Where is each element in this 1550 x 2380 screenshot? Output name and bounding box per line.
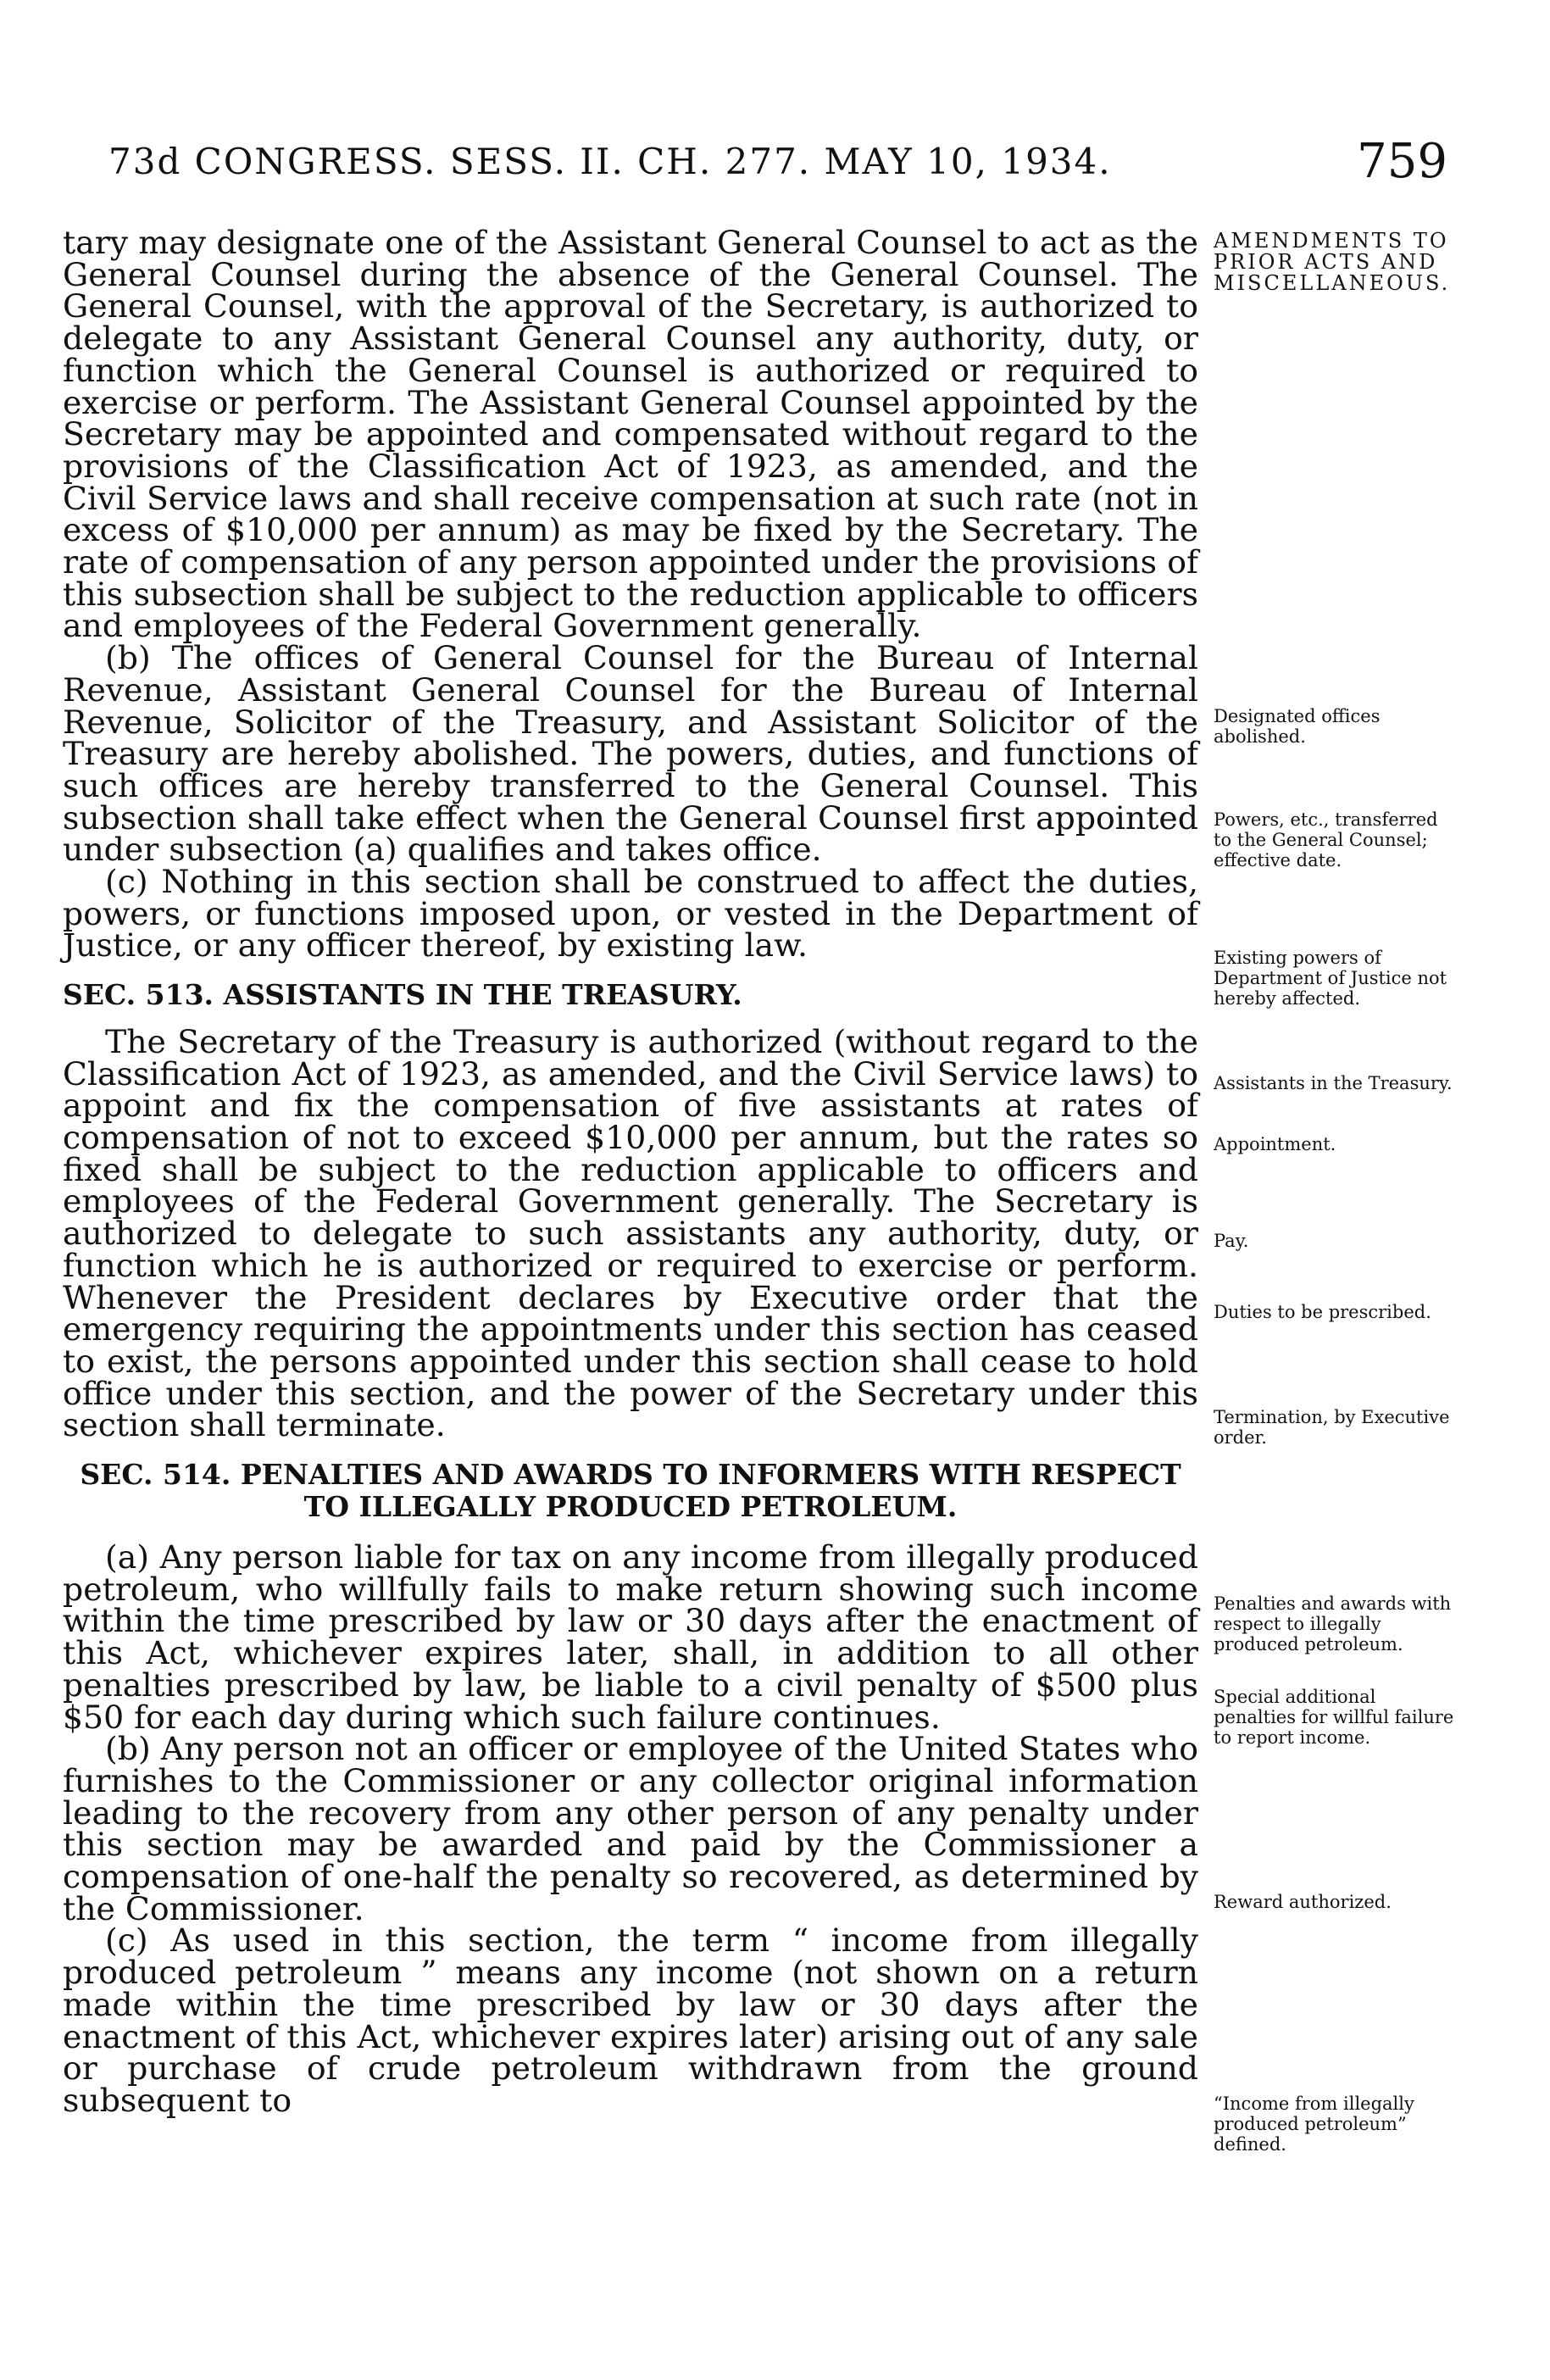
margin-note: Assistants in the Treasury. (1214, 1073, 1453, 1093)
margin-note: Penalties and awards with respect to illegally produced petroleum. (1214, 1593, 1452, 1654)
section-513-heading: SEC. 513. ASSISTANTS IN THE TREASURY. (63, 978, 742, 1012)
margin-title: AMENDMENTS TO PRIOR ACTS AND MISCELLANEOUS. (1214, 229, 1451, 295)
margin-note: Designated offices abolished. (1214, 706, 1381, 747)
margin-note: Appointment. (1214, 1134, 1336, 1154)
section-514-c: (c) As used in this section, the term “ income from illegally produced petroleum ” means any income (not shown on a return made within the time prescribed by law or 30 days after the enactment of this Act, whichever expires later) arising out of any sale or purchase of crude petroleum withdrawn from the ground subsequent to (63, 1921, 1198, 2119)
running-header (108, 134, 1447, 200)
body-text (63, 224, 1198, 2119)
margin-note: Existing powers of Department of Justice not hereby affected. (1214, 948, 1447, 1009)
running-head: 73d CONGRESS. SESS. II. CH. 277. MAY 10, 1934. (108, 141, 1112, 182)
section-514-heading: SEC. 514. PENALTIES AND AWARDS TO INFORMERS WITH RESPECT TO ILLEGALLY PRODUCED PETROLEUM. (80, 1458, 1181, 1524)
margin-note: Pay. (1214, 1231, 1249, 1251)
margin-note: Special additional penalties for willful failure to report income. (1214, 1687, 1454, 1748)
margin-note: “Income from illegally produced petroleum” defined. (1214, 2094, 1414, 2155)
margin-note: Duties to be prescribed. (1214, 1302, 1431, 1322)
paragraph-continued: tary may designate one of the Assistant General Counsel to act as the General Counsel during the absence of the General Counsel. The General Counsel, with the approval of the Secretary, is authorized to delegate to any Assistant General Counsel any authority, duty, or function which the General Counsel is authorized or required to exercise or perform. The Assistant General Counsel appointed by the Secretary may be appointed and compensated without regard to the provisions of the Classification Act of 1923, as amended, and the Civil Service laws and shall receive compensation at such rate (not in excess of $10,000 per annum) as may be fixed by the Secretary. The rate of compensation of any person appointed under the provisions of this subsection shall be subject to the reduction applicable to officers and employees of the Federal Government generally. (63, 224, 1198, 645)
page-number: 759 (1357, 134, 1447, 189)
section-514-a: (a) Any person liable for tax on any income from illegally produced petroleum, who willfully fails to make return showing such income within the time prescribed by law or 30 days after the enactment of this Act, whichever expires later, shall, in addition to all other penalties prescribed by law, be liable to a civil penalty of $500 plus $50 for each day during which such failure continues. (63, 1538, 1198, 1736)
margin-note: Termination, by Executive order. (1214, 1407, 1450, 1448)
margin-note: Reward authorized. (1214, 1892, 1392, 1912)
margin-note: Powers, etc., transferred to the General Counsel; effective date. (1214, 809, 1438, 870)
paragraph-b: (b) The offices of General Counsel for the Bureau of Internal Revenue, Assistant General Counsel for the Bureau of Internal Revenue, Solicitor of the Treasury, and Assistant Solicitor of the Treasury are hereby abolished. The powers, duties, and functions of such offices are hereby transferred to the General Counsel. This subsection shall take effect when the General Counsel first appointed under subsection (a) qualifies and takes office. (63, 639, 1198, 869)
section-513-text: The Secretary of the Treasury is authorized (without regard to the Classification Act of 1923, as amended, and the Civil Service laws) to appoint and fix the compensation of five assistants at rates of compensation of not to exceed $10,000 per annum, but the rates so fixed shall be subject to the reduction applicable to officers and employees of the Federal Government generally. The Secretary is authorized to delegate to such assistants any authority, duty, or function which he is authorized or required to exercise or perform. Whenever the President declares by Executive order that the emergency requiring the appointments under this section has ceased to exist, the persons appointed under this section shall cease to hold office under this section, and the power of the Secretary under this section shall terminate. (63, 1022, 1198, 1444)
paragraph-c: (c) Nothing in this section shall be construed to affect the duties, powers, or functions imposed upon, or vested in the Department of Justice, or any officer thereof, by existing law. (63, 863, 1198, 965)
section-514-b: (b) Any person not an officer or employee of the United States who furnishes to the Commissioner or any collector original information leading to the recovery from any other person of any penalty under this section may be awarded and paid by the Commissioner a compensation of one-half the penalty so recovered, as determined by the Commissioner. (63, 1730, 1198, 1927)
